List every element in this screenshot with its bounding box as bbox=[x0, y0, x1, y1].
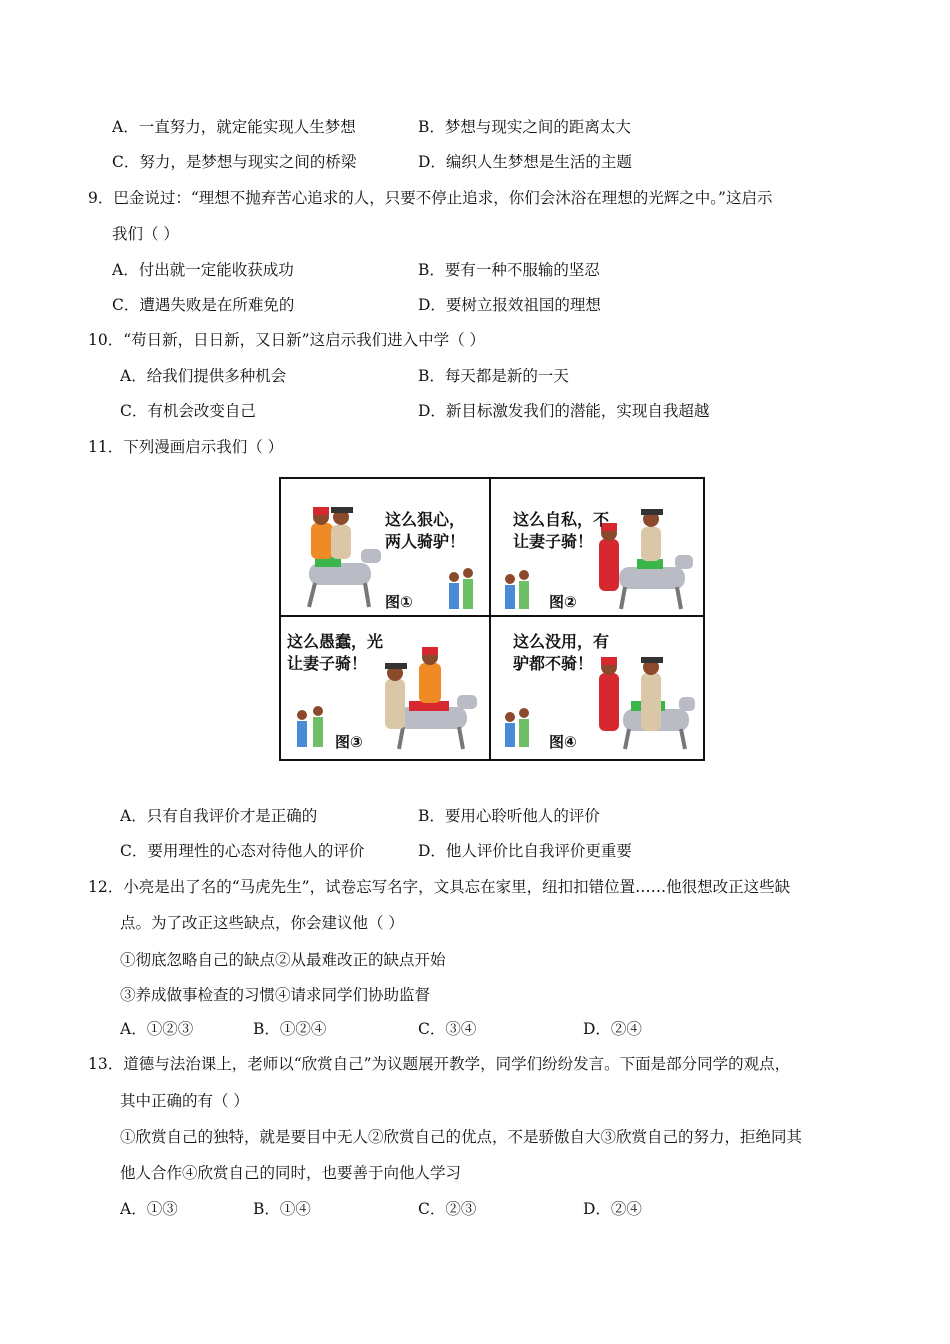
panel-4-label: 图④ bbox=[549, 733, 577, 751]
panel-3-label: 图③ bbox=[335, 733, 363, 751]
q12-items-line1: ①彻底忽略自己的缺点②从最难改正的缺点开始 bbox=[120, 951, 446, 969]
q13-option-a: A．①③ bbox=[120, 1200, 178, 1218]
panel-2-speech-line1: 这么自私，不 bbox=[513, 510, 610, 529]
q9-option-a: A．付出就一定能收获成功 bbox=[112, 261, 294, 279]
q10-stem: 10．“苟日新，日日新，又日新”这启示我们进入中学（ ） bbox=[88, 331, 486, 349]
comic-panel-1 bbox=[281, 479, 489, 615]
q12-stem-line1: 12．小亮是出了名的“马虎先生”，试卷忘写名字，文具忘在家里，纽扣扣错位置……他很想改正这些缺 bbox=[88, 878, 791, 896]
q11-option-a: A．只有自我评价才是正确的 bbox=[120, 807, 318, 825]
panel-1-speech-line2: 两人骑驴！ bbox=[385, 532, 466, 551]
q13-option-c: C．②③ bbox=[418, 1200, 477, 1218]
q10-option-a: A．给我们提供多种机会 bbox=[120, 367, 287, 385]
panel-3-speech-line1: 这么愚蠢，光 bbox=[287, 632, 384, 651]
q8-option-a: A．一直努力，就定能实现人生梦想 bbox=[112, 118, 356, 136]
q11-option-b: B．要用心聆听他人的评价 bbox=[418, 807, 600, 825]
q8-option-c: C．努力，是梦想与现实之间的桥梁 bbox=[112, 153, 357, 171]
q10-option-d: D．新目标激发我们的潜能，实现自我超越 bbox=[418, 402, 710, 420]
q9-stem-line2: 我们（ ） bbox=[112, 225, 179, 243]
q13-option-b: B．①④ bbox=[253, 1200, 311, 1218]
q11-stem: 11．下列漫画启示我们（ ） bbox=[88, 438, 284, 456]
q13-items-line2: 他人合作④欣赏自己的同时，也要善于向他人学习 bbox=[120, 1164, 462, 1182]
panel-1-label: 图① bbox=[385, 593, 413, 611]
q10-option-b: B．每天都是新的一天 bbox=[418, 367, 569, 385]
panel-2-label: 图② bbox=[549, 593, 577, 611]
panel-3-speech-line2: 让妻子骑！ bbox=[287, 654, 368, 673]
q8-option-b: B．梦想与现实之间的距离太大 bbox=[418, 118, 631, 136]
q11-option-d: D．他人评价比自我评价更重要 bbox=[418, 842, 632, 860]
q8-option-d: D．编织人生梦想是生活的主题 bbox=[418, 153, 632, 171]
panel-4-speech-line1: 这么没用，有 bbox=[513, 632, 610, 651]
q13-option-d: D．②④ bbox=[583, 1200, 642, 1218]
q9-option-c: C．遭遇失败是在所难免的 bbox=[112, 296, 295, 314]
q10-option-c: C．有机会改变自己 bbox=[120, 402, 256, 420]
q13-stem-line2: 其中正确的有（ ） bbox=[120, 1092, 249, 1110]
q9-stem-line1: 9．巴金说过：“理想不抛弃苦心追求的人，只要不停止追求，你们会沐浴在理想的光辉之中。”这启示 bbox=[88, 189, 773, 207]
comic-panel-4 bbox=[491, 617, 699, 753]
q12-option-d: D．②④ bbox=[583, 1020, 642, 1038]
panel-4-speech-line2: 驴都不骑！ bbox=[513, 654, 594, 673]
comic-panel-2 bbox=[491, 479, 699, 615]
q9-option-d: D．要树立报效祖国的理想 bbox=[418, 296, 601, 314]
q12-option-c: C．③④ bbox=[418, 1020, 477, 1038]
q13-items-line1: ①欣赏自己的独特，就是要目中无人②欣赏自己的优点，不是骄傲自大③欣赏自己的努力，拒绝同其 bbox=[120, 1128, 803, 1146]
q12-items-line2: ③养成做事检查的习惯④请求同学们协助监督 bbox=[120, 986, 431, 1004]
q11-option-c: C．要用理性的心态对待他人的评价 bbox=[120, 842, 365, 860]
comic-figure bbox=[279, 477, 705, 761]
q9-option-b: B．要有一种不服输的坚忍 bbox=[418, 261, 600, 279]
panel-1-speech-line1: 这么狠心， bbox=[385, 510, 466, 529]
q12-option-a: A．①②③ bbox=[120, 1020, 194, 1038]
panel-2-speech-line2: 让妻子骑！ bbox=[513, 532, 594, 551]
q13-stem-line1: 13．道德与法治课上，老师以“欣赏自己”为议题展开教学，同学们纷纷发言。下面是部分同学的观点， bbox=[88, 1055, 791, 1073]
q12-stem-line2: 点。为了改正这些缺点，你会建议他（ ） bbox=[120, 914, 404, 932]
q12-option-b: B．①②④ bbox=[253, 1020, 327, 1038]
comic-panel-3 bbox=[281, 617, 489, 753]
